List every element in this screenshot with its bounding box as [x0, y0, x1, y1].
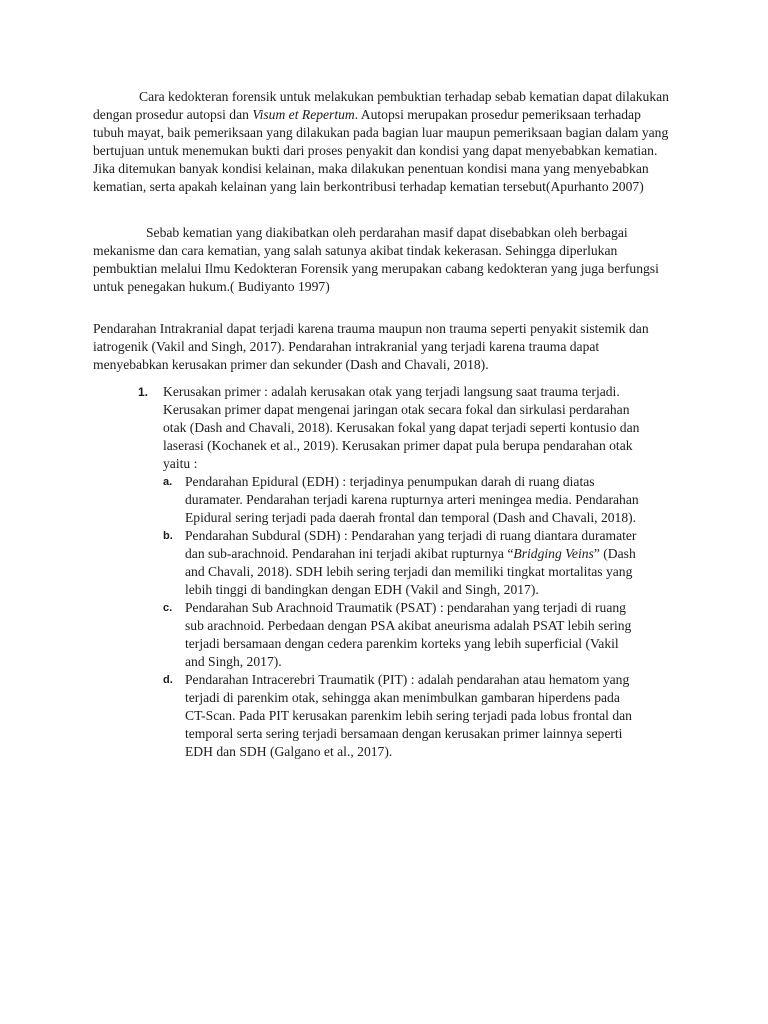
sublist-letter: c.: [163, 602, 173, 614]
sublist-item-text: Pendarahan Epidural (EDH) : terjadinya penumpukan darah di ruang diatas duramater. Pendarahan terjadi karena rupturnya arteri meningea media. Pendarahan Epidural sering terjadi pada daerah frontal dan temporal (Dash and Chavali, 2018).: [185, 474, 639, 525]
sublist-letter: d.: [163, 674, 173, 686]
paragraph-cause-of-death: Sebab kematian yang diakibatkan oleh perdarahan masif dapat disebabkan oleh berbagai mekanisme dan cara kematian, yang salah satunya akibat tindak kekerasan. Sehingga diperlukan pembuktian melalui Ilmu Kedokteran Forensik yang merupakan cabang kedokteran yang juga berfungsi untuk penegakan hukum.( Budiyanto 1997): [93, 225, 659, 294]
sublist-item-sdh: [163, 527, 640, 599]
sublist-item-text: Pendarahan Subdural (SDH) : Pendarahan yang terjadi di ruang diantara duramater dan sub-arachnoid. Pendarahan ini terjadi akibat rupturnya “: [185, 528, 637, 561]
sublist-letter: b.: [163, 530, 173, 542]
italic-term-visum: Visum et Repertum: [252, 107, 355, 122]
list-number: 1.: [138, 385, 149, 399]
sublist-letter: a.: [163, 476, 173, 488]
numbered-list: [138, 383, 653, 761]
sublist-item-psat: [163, 599, 640, 671]
paragraph-text: . Autopsi merupakan prosedur pemeriksaan terhadap tubuh mayat, baik pemeriksaan yang dilakukan pada bagian luar maupun pemeriksaan bagian dalam yang bertujuan untuk menemukan bukti dari proses penyakit dan kondisi yang dapat menyebabkan kematian. Jika ditemukan banyak kondisi kelainan, maka dilakukan penentuan kondisi mana yang menyebabkan kematian, serta apakah kelainan yang lain berkontribusi terhadap kematian tersebut(Apurhanto 2007): [93, 107, 669, 194]
sublist-item-text: ” (Dash and Chavali, 2018). SDH lebih sering terjadi dan memiliki tingkat mortalitas yang lebih tinggi di bandingkan dengan EDH (Vakil and Singh, 2017).: [185, 546, 636, 597]
paragraph-forensic-methods: [93, 88, 673, 196]
list-item-primary-damage: [138, 383, 653, 761]
sublist-item-text: Pendarahan Sub Arachnoid Traumatik (PSAT) : pendarahan yang terjadi di ruang sub arachnoid. Perbedaan dengan PSA akibat aneurisma adalah PSAT lebih sering terjadi bersamaan dengan cedera parenkim korteks yang lebih superficial (Vakil and Singh, 2017).: [185, 600, 632, 669]
italic-term-bridging-veins: Bridging Veins: [513, 546, 594, 561]
list-item-text: Kerusakan primer : adalah kerusakan otak yang terjadi langsung saat trauma terjadi. Kerusakan primer dapat mengenai jaringan otak secara fokal dan sirkulasi perdarahan otak (Dash and Chavali, 2018). Kerusakan fokal yang dapat terjadi seperti kontusio dan laserasi (Kochanek et al., 2019). Kerusakan primer dapat pula berupa pendarahan otak yaitu :: [163, 384, 640, 471]
sublist-item-pit: [163, 671, 640, 761]
sublist-item-text: Pendarahan Intracerebri Traumatik (PIT) : adalah pendarahan atau hematom yang terjadi di parenkim otak, sehingga akan menimbulkan gambaran hiperdens pada CT-Scan. Pada PIT kerusakan parenkim lebih sering terjadi pada lobus frontal dan temporal serta sering terjadi bersamaan dengan kerusakan primer lainnya seperti EDH dan SDH (Galgano et al., 2017).: [185, 672, 632, 759]
lettered-sublist: [163, 473, 640, 761]
paragraph-intracranial-hemorrhage: Pendarahan Intrakranial dapat terjadi karena trauma maupun non trauma seperti penyakit sistemik dan iatrogenik (Vakil and Singh, 2017). Pendarahan intrakranial yang terjadi karena trauma dapat menyebabkan kerusakan primer dan sekunder (Dash and Chavali, 2018).: [93, 321, 649, 372]
paragraph-text: Cara kedokteran forensik untuk melakukan pembuktian terhadap sebab kematian dapat dilakukan dengan prosedur autopsi dan: [93, 89, 669, 122]
sublist-item-edh: [163, 473, 640, 527]
